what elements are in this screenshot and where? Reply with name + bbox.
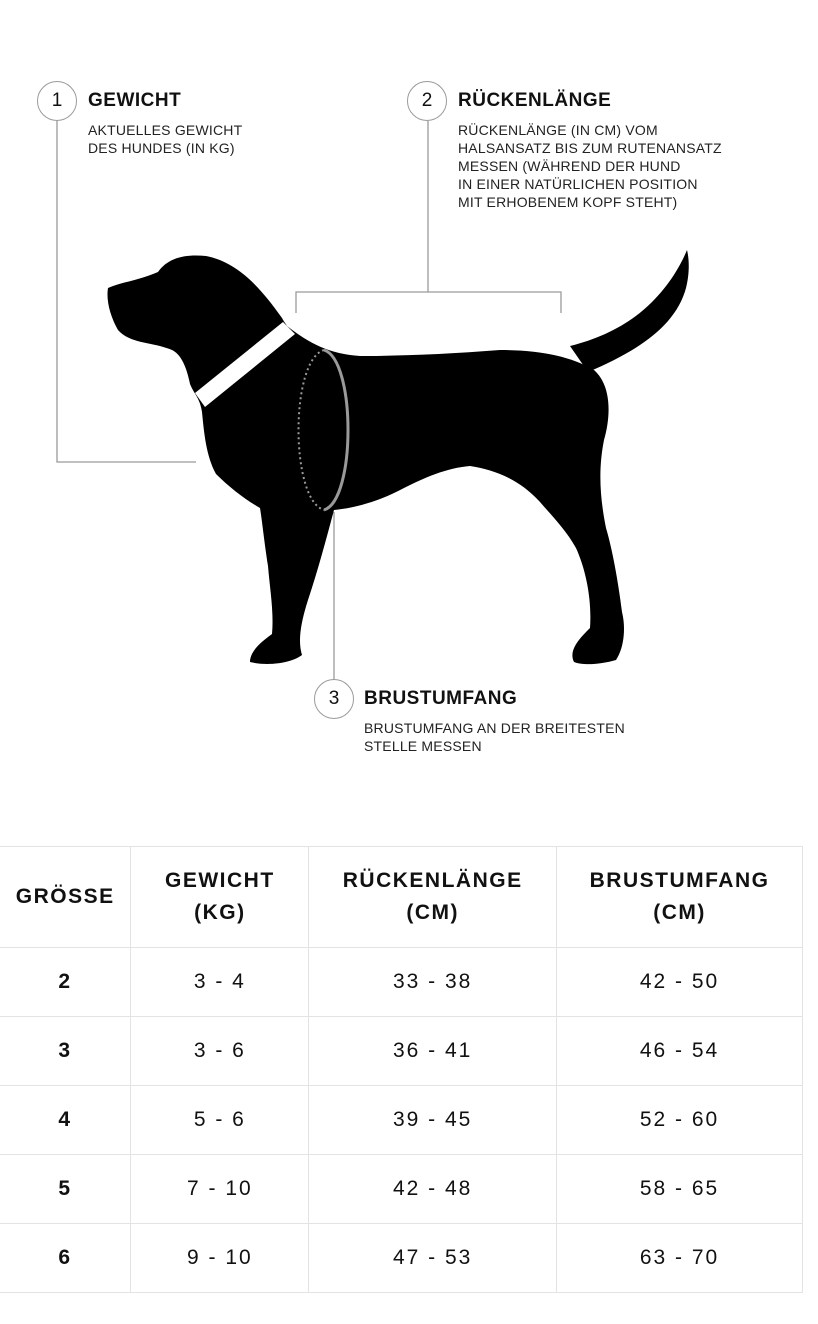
size-cell: 2 (0, 948, 131, 1017)
size-chart-table (0, 846, 803, 1293)
weight-cell: 7 - 10 (131, 1155, 309, 1224)
weight-cell: 5 - 6 (131, 1086, 309, 1155)
callout-description (88, 121, 242, 157)
header-label: RÜCKENLÄNGE (342, 869, 523, 892)
chest-girth-cell: 52 - 60 (557, 1086, 803, 1155)
weight-cell: 3 - 6 (131, 1017, 309, 1086)
header-chest-girth (557, 847, 803, 948)
chest-girth-cell: 58 - 65 (557, 1155, 803, 1224)
description-line: MESSEN (WÄHREND DER HUND (458, 158, 681, 174)
size-cell: 3 (0, 1017, 131, 1086)
dog-silhouette-icon (107, 250, 688, 664)
size-cell: 6 (0, 1224, 131, 1293)
header-weight (131, 847, 309, 948)
table-row (0, 1086, 803, 1155)
description-line: DES HUNDES (IN KG) (88, 140, 235, 156)
header-label: GRÖSSE (15, 885, 115, 908)
description-line: STELLE MESSEN (364, 738, 482, 754)
size-cell: 5 (0, 1155, 131, 1224)
size-cell: 4 (0, 1086, 131, 1155)
back-length-cell: 33 - 38 (309, 948, 557, 1017)
chest-girth-cell: 63 - 70 (557, 1224, 803, 1293)
callout-number-badge: 1 (37, 81, 77, 121)
callout-number-badge: 3 (314, 679, 354, 719)
description-line: MIT ERHOBENEM KOPF STEHT) (458, 194, 678, 210)
description-line: HALSANSATZ BIS ZUM RUTENANSATZ (458, 140, 722, 156)
description-line: BRUSTUMFANG AN DER BREITESTEN (364, 720, 625, 736)
header-unit: (CM) (406, 901, 459, 924)
header-label: BRUSTUMFANG (589, 869, 770, 892)
table-row (0, 1155, 803, 1224)
table-header-row (0, 847, 803, 948)
back-length-cell: 36 - 41 (309, 1017, 557, 1086)
header-unit: (CM) (653, 901, 706, 924)
callout-description (458, 121, 722, 211)
chest-girth-cell: 46 - 54 (557, 1017, 803, 1086)
header-label: GEWICHT (165, 869, 275, 892)
header-unit: (KG) (194, 901, 246, 924)
back-length-cell: 47 - 53 (309, 1224, 557, 1293)
header-back-length (309, 847, 557, 948)
callout-title: GEWICHT (88, 90, 182, 111)
callout-number-badge: 2 (407, 81, 447, 121)
weight-cell: 9 - 10 (131, 1224, 309, 1293)
description-line: IN EINER NATÜRLICHEN POSITION (458, 176, 698, 192)
callout-description (364, 719, 625, 755)
weight-cell: 3 - 4 (131, 948, 309, 1017)
back-length-cell: 42 - 48 (309, 1155, 557, 1224)
table-row (0, 1224, 803, 1293)
callout-title: RÜCKENLÄNGE (458, 90, 612, 111)
chest-girth-cell: 42 - 50 (557, 948, 803, 1017)
table-row (0, 948, 803, 1017)
table-row (0, 1017, 803, 1086)
description-line: AKTUELLES GEWICHT (88, 122, 243, 138)
description-line: RÜCKENLÄNGE (IN CM) VOM (458, 122, 658, 138)
back-length-cell: 39 - 45 (309, 1086, 557, 1155)
callout-title: BRUSTUMFANG (364, 688, 518, 709)
back-length-bracket (296, 292, 561, 313)
header-size (0, 847, 131, 948)
